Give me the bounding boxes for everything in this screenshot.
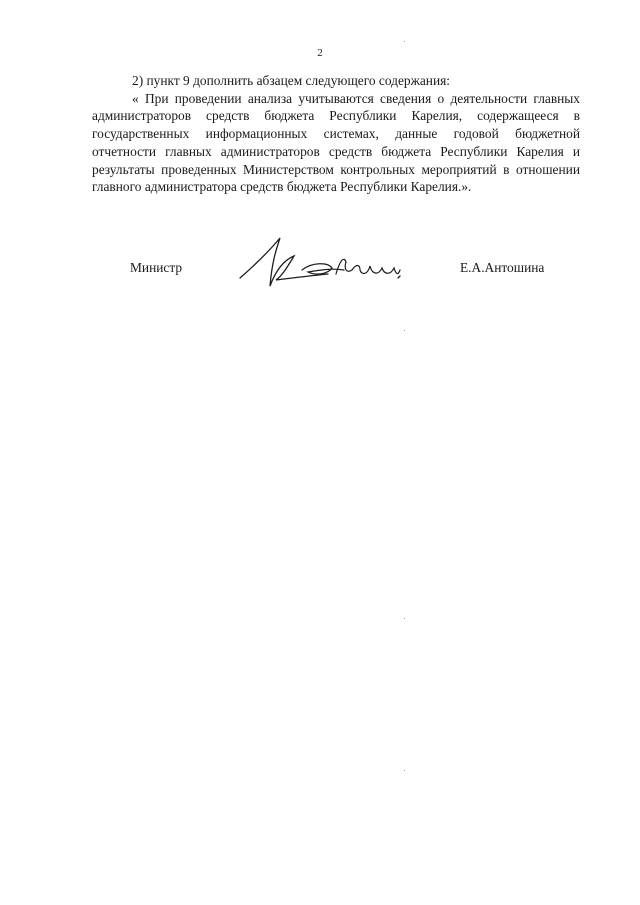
handwritten-signature [232, 230, 412, 292]
amendment-item: 2) пункт 9 дополнить абзацем следующего содержания: [132, 73, 451, 88]
document-body [92, 72, 580, 196]
signer-title: Министр [130, 260, 183, 275]
signer-name: Е.А.Антошина [460, 260, 545, 275]
scan-speck [404, 770, 405, 771]
page-number: 2 [317, 47, 323, 59]
signature-block [92, 230, 580, 290]
scan-speck [404, 41, 405, 42]
scan-speck [404, 330, 405, 331]
scan-speck [404, 618, 405, 619]
amendment-quote: « При проведении анализа учитываются сведения о деятельности главных администраторов средств бюджета Республики Карелия, содержащееся в государственных информационных системах, данные годовой бюджетной отчетности главных администраторов средств бюджета Республики Карелия и результаты проведенных Министерством контрольных мероприятий в отношении главного администратора средств бюджета Республики Карелия.». [92, 90, 580, 195]
